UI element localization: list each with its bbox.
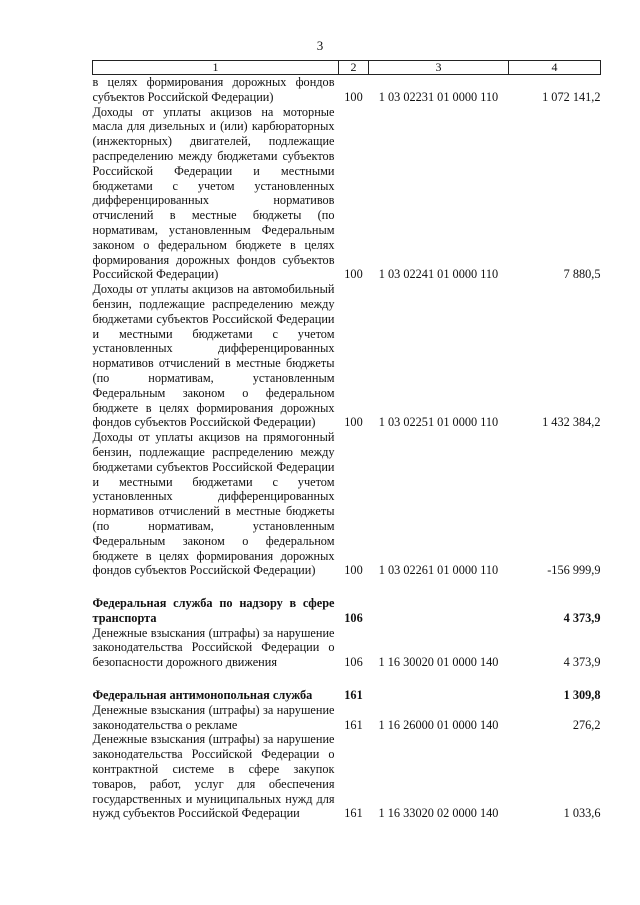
row-budget-code: 1 03 02251 01 0000 110 <box>378 415 499 430</box>
row-budget-code: 1 16 30020 01 0000 140 <box>378 655 499 670</box>
row-description: Федеральная служба по надзору в сфере транспорта <box>92 596 335 625</box>
table-row <box>93 105 601 283</box>
row-budget-code: 1 16 33020 02 0000 140 <box>378 806 499 821</box>
row-budget-code: 1 03 02261 01 0000 110 <box>378 563 499 578</box>
section-row <box>93 596 601 626</box>
row-amount: 1 309,8 <box>563 688 601 703</box>
table-row <box>93 626 601 670</box>
row-admin-code: 106 <box>344 610 363 625</box>
row-description: Денежные взыскания (штрафы) за нарушение законодательства Российской Федерации о безопасности дорожного движения <box>92 625 335 670</box>
row-admin-code: 100 <box>344 415 363 430</box>
row-amount: 7 880,5 <box>563 267 601 282</box>
row-amount: 1 072 141,2 <box>542 89 601 104</box>
row-budget-code <box>369 596 509 626</box>
row-description: Доходы от уплаты акцизов на автомобильный бензин, подлежащие распределению между бюджетами субъектов Российской Федерации и местными бюджетами с учетом установленных дифференцированных нормативов отчислений в местные бюджеты (по нормативам, установленным Федеральным законом о федеральном бюджете в целях формирования дорожных фондов субъектов Российской Федерации) <box>92 282 335 430</box>
row-amount: 276,2 <box>572 717 601 732</box>
row-budget-code: 1 16 26000 01 0000 140 <box>378 717 499 732</box>
row-description: Доходы от уплаты акцизов на моторные масла для дизельных и (или) карбюраторных (инжекторных) двигателей, подлежащие распределению между бюджетами субъектов Российской Федерации и местными бюджетами с учетом установленных дифференцированных нормативов отчислений в местные бюджеты (по нормативам, установленным Федеральным законом о федеральном бюджете в целях формирования дорожных фондов субъектов Российской Федерации) <box>92 104 335 282</box>
table-header-row <box>93 61 601 75</box>
row-description: Денежные взыскания (штрафы) за нарушение законодательства Российской Федерации о контрактной системе в сфере закупок товаров, работ, услуг для обеспечения государственных и муниципальных нужд для нужд субъектов Российской Федерации <box>92 732 335 821</box>
revenue-table <box>92 60 601 821</box>
row-amount: 1 033,6 <box>563 806 601 821</box>
row-admin-code: 161 <box>344 806 363 821</box>
header-col-4: 4 <box>509 61 601 75</box>
row-description: Денежные взыскания (штрафы) за нарушение законодательства о рекламе <box>92 702 335 732</box>
row-admin-code: 106 <box>344 655 363 670</box>
row-description: в целях формирования дорожных фондов субъектов Российской Федерации) <box>92 75 335 104</box>
spacer-cell <box>93 578 601 596</box>
spacer-row <box>93 578 601 596</box>
table-row <box>93 75 601 105</box>
row-amount: 4 373,9 <box>563 655 601 670</box>
row-amount: 1 432 384,2 <box>542 415 601 430</box>
spacer-row <box>93 670 601 688</box>
row-admin-code: 161 <box>344 688 363 703</box>
section-row <box>93 688 601 703</box>
row-budget-code: 1 03 02231 01 0000 110 <box>378 89 499 104</box>
row-description: Доходы от уплаты акцизов на прямогонный бензин, подлежащие распределению между бюджетами субъектов Российской Федерации и местными бюджетами с учетом установленных дифференцированных нормативов отчислений в местные бюджеты (по нормативам, установленным Федеральным законом о федеральном бюджете в целях формирования дорожных фондов субъектов Российской Федерации) <box>92 430 335 578</box>
row-admin-code: 100 <box>344 563 363 578</box>
row-amount: 4 373,9 <box>563 610 601 625</box>
row-admin-code: 161 <box>344 717 363 732</box>
header-col-2: 2 <box>339 61 369 75</box>
table-row <box>93 732 601 821</box>
row-admin-code: 100 <box>344 267 363 282</box>
spacer-cell <box>93 670 601 688</box>
row-budget-code: 1 03 02241 01 0000 110 <box>378 267 499 282</box>
header-col-3: 3 <box>369 61 509 75</box>
table-row <box>93 703 601 733</box>
row-description: Федеральная антимонопольная служба <box>92 688 313 703</box>
page-number: 3 <box>316 38 324 53</box>
row-budget-code <box>369 688 509 703</box>
row-admin-code: 100 <box>344 89 363 104</box>
header-col-1: 1 <box>93 61 339 75</box>
table-row <box>93 282 601 430</box>
table-row <box>93 430 601 578</box>
row-amount: -156 999,9 <box>547 563 601 578</box>
